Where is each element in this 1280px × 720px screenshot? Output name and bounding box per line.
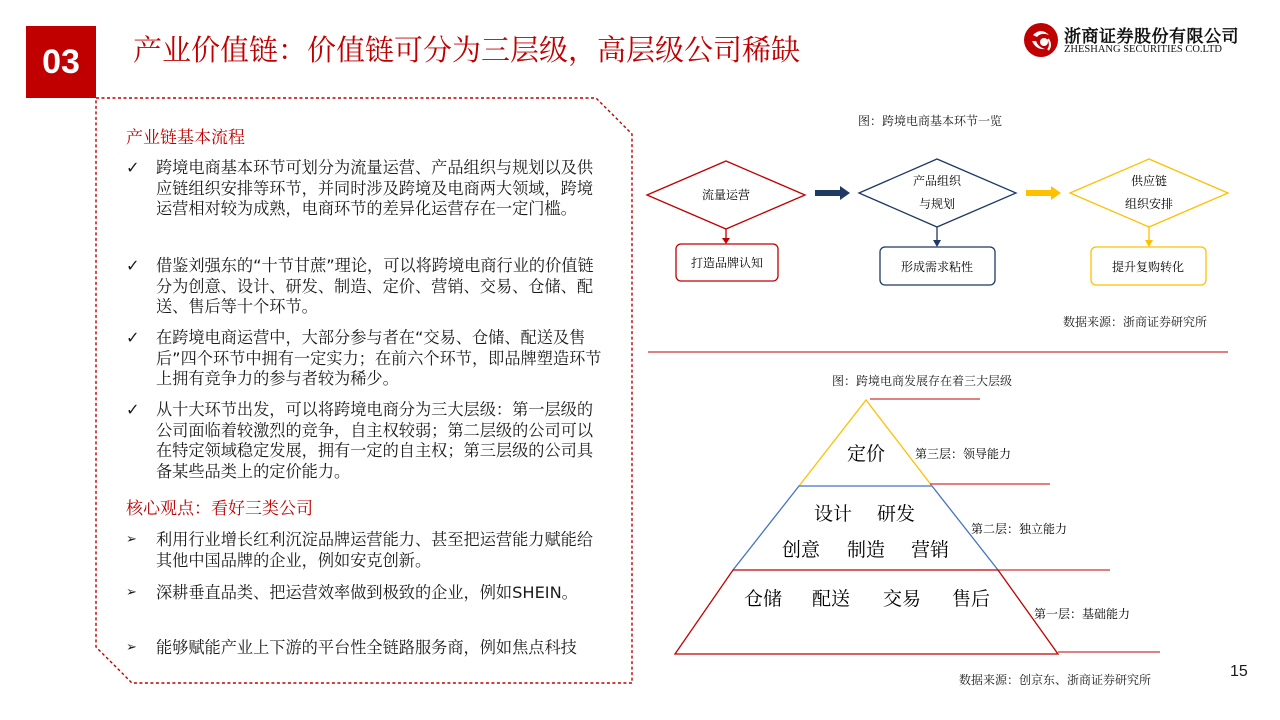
arrow-bullet-icon: ➢	[126, 640, 137, 655]
check-icon: ✓	[126, 256, 140, 275]
arrow-item-text: 能够赋能产业上下游的平台性全链路服务商，例如焦点科技	[156, 638, 577, 657]
box-label: 打造品牌认知	[690, 256, 764, 270]
page-title: 产业价值链：价值链可分为三层级，高层级公司稀缺	[133, 33, 801, 67]
pyramid-cell: 交易	[882, 588, 922, 610]
pyramid-source: 数据来源：创京东、浙商证券研究所	[959, 673, 1152, 687]
pyramid-tier-bottom	[675, 570, 1058, 654]
pyramid-cell: 仓储	[743, 588, 783, 610]
arrow-bullet-icon: ➢	[126, 585, 137, 600]
pyramid-cell: 定价	[846, 443, 886, 465]
flow-caption: 图：跨境电商基本环节一览	[858, 114, 1003, 128]
diamond-label: 流量运营	[701, 188, 751, 202]
arrow-item-text: 利用行业增长红利沉淀品牌运营能力、甚至把运营能力赋能给其他中国品牌的企业，例如安克创新。	[156, 530, 594, 570]
check-icon: ✓	[126, 400, 140, 419]
diamond-label: 供应链	[1130, 174, 1168, 188]
check-item-text: 借鉴刘强东的“十节甘蔗”理论，可以将跨境电商行业的价值链分为创意、设计、研发、制造、定价、营销、交易、仓储、配送、售后等十个环节。	[156, 256, 594, 316]
pyramid-cell: 研发	[876, 503, 916, 525]
tier-label-3: 第三层：领导能力	[915, 447, 1012, 461]
check-item-text: 从十大环节出发，可以将跨境电商分为三大层级：第一层级的公司面临着较激烈的竞争，自主权较弱；第二层级的公司可以在特定领域稳定发展，拥有一定的自主权；第三层级的公司具备某些品类上的定价能力。	[156, 400, 594, 481]
arrow-item-text: 深耕垂直品类、把运营效率做到极致的企业，例如SHEIN。	[156, 583, 578, 602]
heading-industry-chain: 产业链基本流程	[126, 128, 245, 148]
box-label: 形成需求粘性	[900, 260, 974, 274]
diamond-label: 产品组织	[912, 174, 962, 188]
heading-core-view: 核心观点：看好三类公司	[126, 499, 313, 519]
check-item-text: 在跨境电商运营中，大部分参与者在“交易、仓储、配送及售后”四个环节中拥有一定实力；在前六个环节，即品牌塑造环节上拥有竞争力的参与者较为稀少。	[156, 328, 602, 388]
box-label: 提升复购转化	[1111, 260, 1185, 274]
pyramid-cell: 营销	[910, 539, 950, 561]
logo-english-name: ZHESHANG SECURITIES CO.LTD	[1064, 44, 1222, 55]
diamond-label: 组织安排	[1124, 197, 1174, 211]
pyramid-cell: 售后	[951, 588, 991, 610]
logo-chinese-name: 浙商证券股份有限公司	[1064, 27, 1239, 47]
tier-label-2: 第二层：独立能力	[971, 522, 1068, 536]
arrow-bullet-icon: ➢	[126, 532, 137, 547]
check-icon: ✓	[126, 328, 140, 347]
section-number-badge: 03	[26, 26, 96, 98]
pyramid-cell: 制造	[846, 539, 886, 561]
check-icon: ✓	[126, 158, 140, 177]
pyramid-cell: 设计	[813, 503, 853, 525]
diamond-label: 与规划	[918, 197, 956, 211]
flow-source: 数据来源：浙商证券研究所	[1063, 315, 1208, 329]
tier-label-1: 第一层：基础能力	[1034, 607, 1131, 621]
pyramid-cell: 配送	[811, 588, 851, 610]
page-number: 15	[1230, 663, 1248, 680]
check-item-text: 跨境电商基本环节可划分为流量运营、产品组织与规划以及供应链组织安排等环节，并同时涉及跨境及电商两大领域，跨境运营相对较为成熟，电商环节的差异化运营存在一定门槛。	[156, 158, 594, 218]
pyramid-caption: 图：跨境电商发展存在着三大层级	[832, 374, 1013, 388]
pyramid-cell: 创意	[781, 539, 821, 561]
